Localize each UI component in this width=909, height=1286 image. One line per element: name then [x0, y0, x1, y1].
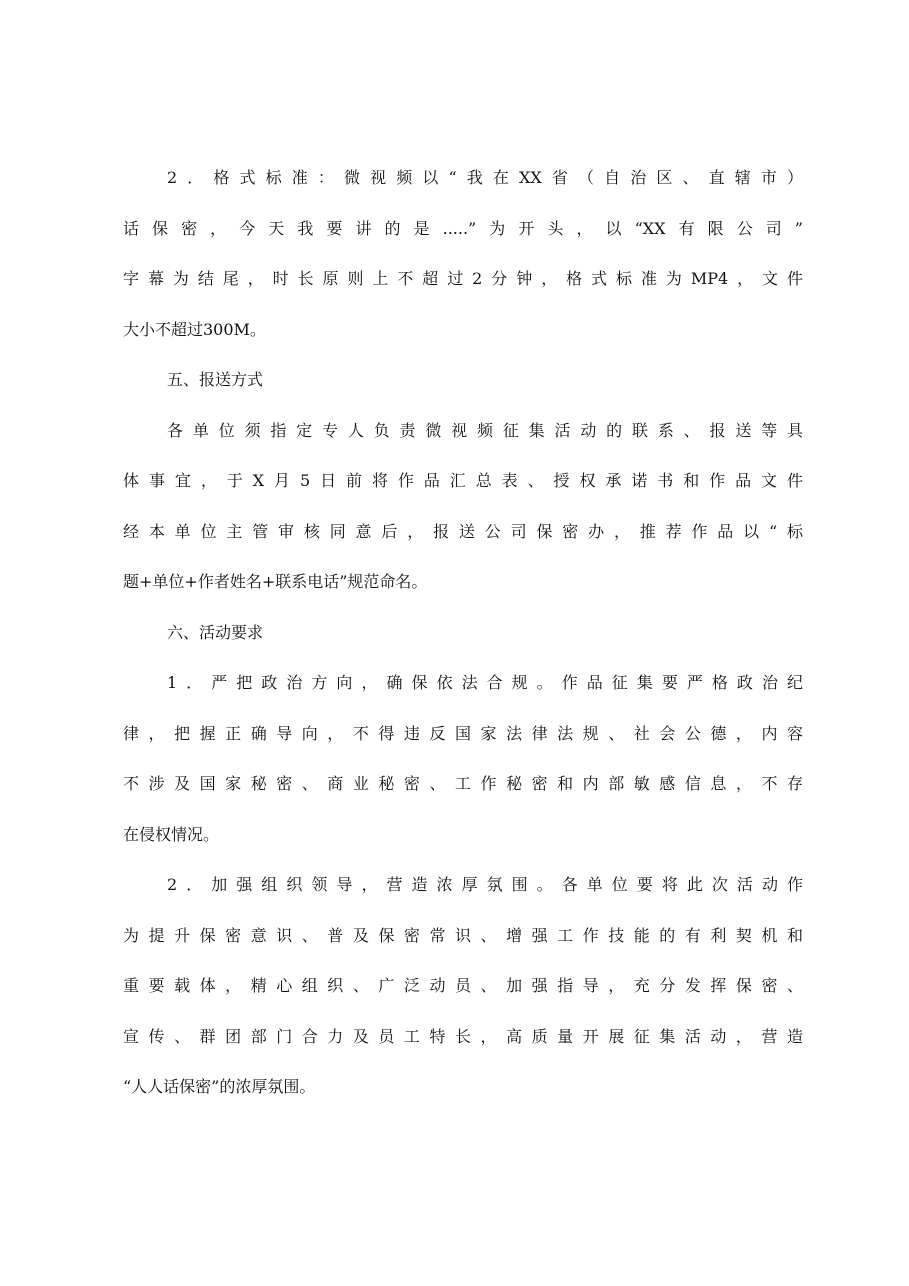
heading-text: 六、活动要求: [167, 622, 264, 642]
text-line: 在侵权情况。: [123, 824, 220, 844]
text-line: 字幕为结尾，时长原则上不超过2分钟，格式标准为MP4，文件: [123, 269, 803, 288]
text-line: 不涉及国家秘密、商业秘密、工作秘密和内部敏感信息，不存: [123, 774, 803, 793]
text-line: 重要载体，精心组织、广泛动员、加强指导，充分发挥保密、: [123, 976, 803, 995]
heading-text: 五、报送方式: [167, 370, 264, 389]
text-line: 2．格式标准：微视频以“我在XX省（自治区、直辖市）: [167, 168, 803, 187]
text-line: 1．严把政治方向，确保依法合规。作品征集要严格政治纪: [167, 673, 803, 692]
text-line: 经本单位主管审核同意后，报送公司保密办，推荐作品以“标: [123, 521, 803, 541]
text-line: 大小不超过300M。: [123, 319, 266, 339]
paragraph-requirement-1: [123, 670, 803, 872]
text-line: 为提升保密意识、普及保密常识、增强工作技能的有利契机和: [123, 925, 803, 945]
section-heading-submission: [123, 367, 803, 418]
text-line: 话保密，今天我要讲的是.....”为开头，以“XX有限公司”: [123, 218, 803, 238]
paragraph-format-standard: [123, 165, 803, 367]
section-heading-requirements: [123, 620, 803, 671]
document-body: [123, 165, 803, 1125]
text-line: 题+单位+作者姓名+联系电话”规范命名。: [123, 572, 428, 591]
text-line: 宣传、群团部门合力及员工特长，高质量开展征集活动，营造: [123, 1026, 803, 1046]
text-line: “人人话保密”的浓厚氛围。: [123, 1077, 316, 1096]
text-line: 2．加强组织领导，营造浓厚氛围。各单位要将此次活动作: [167, 875, 803, 894]
paragraph-requirement-2: [123, 872, 803, 1125]
text-line: 各单位须指定专人负责微视频征集活动的联系、报送等具: [167, 420, 803, 440]
text-line: 律，把握正确导向，不得违反国家法律法规、社会公德，内容: [123, 723, 803, 743]
paragraph-submission-method: [123, 418, 803, 620]
text-line: 体事宜，于X月5日前将作品汇总表、授权承诺书和作品文件: [123, 471, 803, 490]
